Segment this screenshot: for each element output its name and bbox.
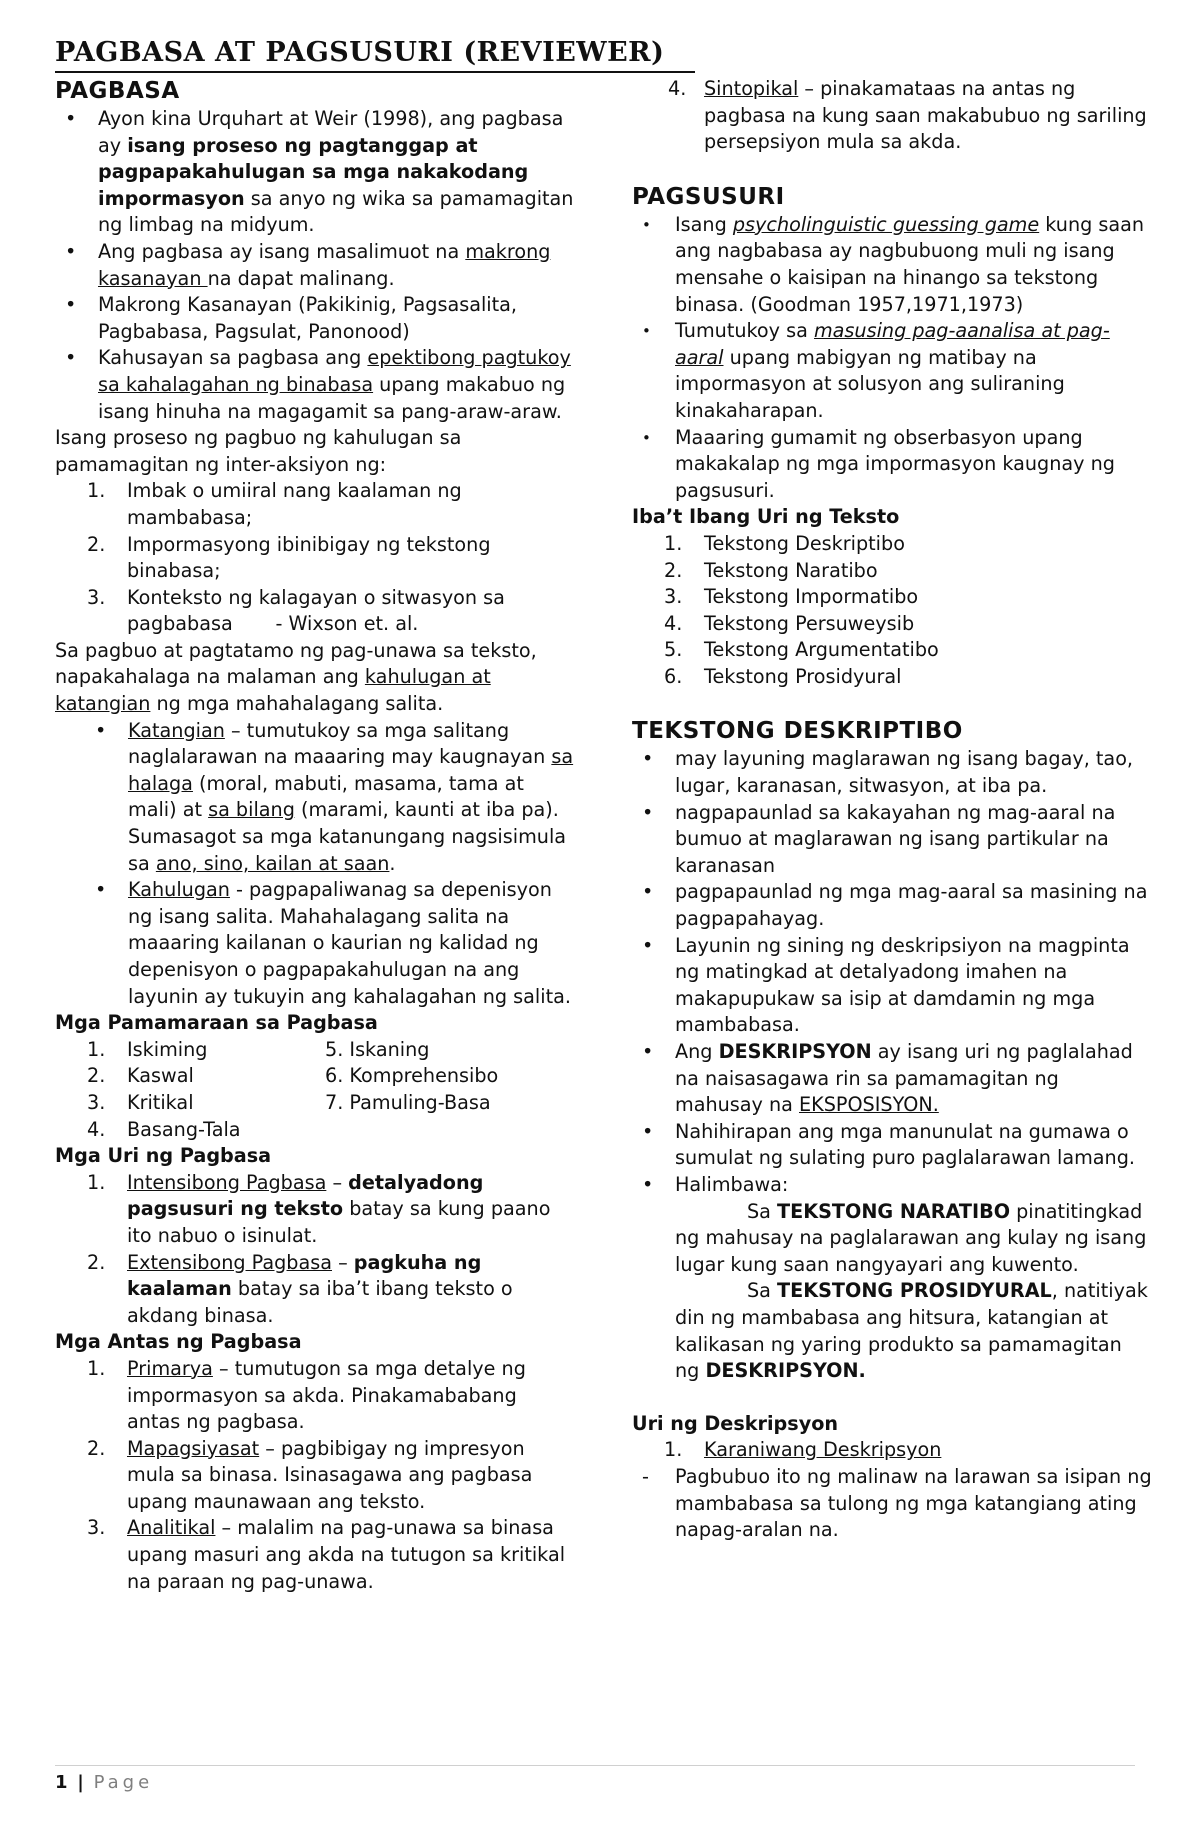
bullet-item: • Isang psycholinguistic guessing game kung saan ang nagbabasa ay nagbubuong muli ng isang mensahe o kaisipan na hinango sa tekstong binasa. (Goodman 1957,1971,1973) bbox=[632, 212, 1152, 318]
dash-item: - Pagbubuo ito ng malinaw na larawan sa isipan ng mambabasa sa tulong ng mga katangiang ating napag-aralan na. bbox=[632, 1464, 1152, 1544]
example-prosidyural: Sa TEKSTONG PROSIDYURAL, natitiyak din ng mambabasa ang hitsura, katangian at kalikasan ng yaring produkto sa pamamagitan ng DESKRIPSYON. bbox=[675, 1279, 1148, 1383]
bullet-item: • Ang pagbasa ay isang masalimuot na makrong kasanayan na dapat malinang. bbox=[55, 239, 575, 292]
antas-pagbasa-list bbox=[55, 1356, 575, 1595]
bullet-item: • Nahihirapan ang mga manunulat na gumawa o sumulat ng sulating puro paglalarawan lamang. bbox=[632, 1119, 1152, 1172]
spacer bbox=[632, 1385, 1152, 1411]
section-heading-deskriptibo: TEKSTONG DESKRIPTIBO bbox=[632, 718, 963, 745]
bullet-item: • nagpapaunlad sa kakayahan ng mag-aaral na bumuo at maglarawan ng isang partikular na karanasan bbox=[632, 800, 1152, 880]
bullet-item: • Makrong Kasanayan (Pakikinig, Pagsasalita, Pagbabasa, Pagsulat, Panonood) bbox=[55, 292, 575, 345]
list-item: 6. Tekstong Prosidyural bbox=[664, 664, 902, 688]
bullet-item: • Maaaring gumamit ng obserbasyon upang makakalap ng mga impormasyon kaugnay ng pagsusuri. bbox=[632, 425, 1152, 505]
uri-teksto-list bbox=[632, 531, 1152, 691]
right-column bbox=[632, 76, 1152, 1544]
section-heading-pagbasa: PAGBASA bbox=[55, 78, 180, 104]
list-item: 1. Intensibong Pagbasa – detalyadong pagsusuri ng teksto batay sa kung paano ito nabuo o isinulat. bbox=[87, 1170, 551, 1247]
interaksiyon-list bbox=[55, 478, 575, 638]
katangian-kahulugan-list bbox=[55, 718, 575, 1011]
bullet-item: • Ayon kina Urquhart at Weir (1998), ang pagbasa ay isang proseso ng pagtanggap at pagpapakahulugan sa mga nakakodang impormasyon sa anyo ng wika sa pamamagitan ng limbag na midyum. bbox=[55, 106, 575, 239]
list-item: 1. Iskiming bbox=[87, 1037, 208, 1061]
pagsusuri-bullets bbox=[632, 212, 1152, 505]
paragraph: Isang proseso ng pagbuo ng kahulugan sa pamamagitan ng inter-aksiyon ng: bbox=[55, 426, 462, 476]
list-item: 4. Sintopikal – pinakamataas na antas ng pagbasa na kung saan makabubuo ng sariling persepsiyon mula sa akda. bbox=[668, 77, 1147, 154]
example-naratibo: Sa TEKSTONG NARATIBO pinatitingkad ng mahusay na paglalarawan ang kulay ng isang lugar kung saan nangyayari ang kuwento. bbox=[675, 1199, 1147, 1276]
bullet-item: • Ang DESKRIPSYON ay isang uri ng paglalahad na naisasagawa rin sa pamamagitan ng mahusay na EKSPOSISYON. bbox=[632, 1039, 1152, 1119]
list-item: 1. Tekstong Deskriptibo bbox=[664, 531, 905, 555]
uri-pagbasa-list bbox=[55, 1170, 575, 1330]
uri-deskripsyon-list bbox=[632, 1437, 1152, 1464]
list-item: 1. Primarya – tumutugon sa mga detalye ng impormasyon sa akda. Pinakamababang antas ng pagbasa. bbox=[87, 1356, 526, 1434]
paragraph: Sa pagbuo at pagtatamo ng pag-unawa sa teksto, napakahalaga na malaman ang kahulugan at katangian ng mga mahahalagang salita. bbox=[55, 638, 537, 716]
bullet-item: • Kahusayan sa pagbasa ang epektibong pagtukoy sa kahalagahan ng binabasa upang makabuo ng isang hinuha na magagamit sa pang-araw-araw. bbox=[55, 345, 575, 425]
page-separator: | bbox=[77, 1772, 84, 1793]
list-item: 2. Kaswal bbox=[87, 1064, 194, 1088]
antas-pagbasa-list-continued bbox=[632, 76, 1152, 156]
list-item: 3. Konteksto ng kalagayan o sitwasyon sa pagbabasa - Wixson et. al. bbox=[87, 585, 512, 636]
bullet-item: • may layuning maglarawan ng isang bagay, tao, lugar, karanasan, sitwasyon, at iba pa. bbox=[632, 746, 1152, 799]
list-item: 3. Analitikal – malalim na pag-unawa sa binasa upang masuri ang akda na tutugon sa kritikal na paraan ng pag-unawa. bbox=[87, 1516, 566, 1593]
pamamaraan-grid bbox=[55, 1037, 575, 1143]
bullet-item: • Tumutukoy sa masusing pag-aanalisa at pag-aaral upang mabigyan ng matibay na impormasyon at solusyon ang suliraning kinakaharapan. bbox=[632, 318, 1152, 424]
list-item: 2. Tekstong Naratibo bbox=[664, 558, 878, 582]
list-item: 2. Mapagsiyasat – pagbibigay ng impresyon mula sa binasa. Isinasagawa ang pagbasa upang maunawaan ang teksto. bbox=[87, 1436, 533, 1513]
subheading-uri-teksto: Iba’t Ibang Uri ng Teksto bbox=[632, 505, 900, 529]
pamamaraan-list-col2 bbox=[325, 1037, 575, 1143]
subheading-uri-pagbasa: Mga Uri ng Pagbasa bbox=[55, 1144, 272, 1168]
list-item: 3. Kritikal bbox=[87, 1090, 194, 1114]
left-column bbox=[55, 76, 575, 1595]
list-item: 4. Tekstong Persuweysib bbox=[664, 611, 915, 635]
bullet-item: • Halimbawa: Sa TEKSTONG NARATIBO pinatitingkad ng mahusay na paglalarawan ang kulay ng isang lugar kung saan nangyayari ang kuwento. Sa TEKSTONG PROSIDYURAL, natitiyak din ng mambabasa ang hitsura, katangian at kalikasan ng yaring produkto sa pamamagitan ng DESKRIPSYON. bbox=[632, 1172, 1152, 1385]
bullet-item: • Layunin ng sining ng deskripsiyon na magpinta ng matingkad at detalyadong imahen na makapupukaw sa isip at damdamin ng mga mambabasa. bbox=[632, 933, 1152, 1039]
list-item: 4. Basang-Tala bbox=[87, 1117, 241, 1141]
spacer bbox=[632, 156, 1152, 182]
page-label: Page bbox=[93, 1772, 154, 1793]
list-item: 2. Extensibong Pagbasa – pagkuha ng kaalaman batay sa iba’t ibang teksto o akdang binasa. bbox=[87, 1250, 513, 1327]
list-item: 1. Imbak o umiiral nang kaalaman ng mambabasa; bbox=[87, 479, 462, 529]
uri-deskripsyon-detail bbox=[632, 1464, 1152, 1544]
list-item: 1. Karaniwang Deskripsyon bbox=[664, 1438, 942, 1462]
bullet-item-katangian: • Katangian – tumutukoy sa mga salitang naglalarawan na maaaring may kaugnayan sa halaga (moral, mabuti, masama, tama at mali) at sa bilang (marami, kaunti at iba pa). Sumasagot sa mga katanungang nagsisimula sa ano, sino, kailan at saan. bbox=[55, 718, 575, 878]
page-number: 1 bbox=[55, 1772, 68, 1793]
list-item: 3. Tekstong Impormatibo bbox=[664, 585, 919, 609]
page-footer bbox=[55, 1765, 1135, 1793]
section-heading-pagsusuri: PAGSUSURI bbox=[632, 183, 785, 210]
list-item: 2. Impormasyong ibinibigay ng tekstong binabasa; bbox=[87, 532, 491, 583]
subheading-uri-deskripsyon: Uri ng Deskripsyon bbox=[632, 1411, 839, 1435]
pamamaraan-list-col1 bbox=[55, 1037, 325, 1143]
deskriptibo-bullets bbox=[632, 746, 1152, 1384]
bullet-item-kahulugan: • Kahulugan - pagpapaliwanag sa depenisyon ng isang salita. Mahahalagang salita na maaaring kailanan o kaurian ng kalidad ng depenisyon o pagpapakahulugan na ang layunin ay tukuyin ang kahalagahan ng salita. bbox=[55, 877, 575, 1010]
spacer bbox=[632, 690, 1152, 716]
subheading-antas-pagbasa: Mga Antas ng Pagbasa bbox=[55, 1330, 302, 1354]
subheading-pamamaraan: Mga Pamamaraan sa Pagbasa bbox=[55, 1011, 378, 1035]
document-title: PAGBASA AT PAGSUSURI (REVIEWER) bbox=[55, 36, 695, 73]
list-item: 7. Pamuling-Basa bbox=[325, 1090, 491, 1114]
list-item: 5. Iskaning bbox=[325, 1037, 430, 1061]
pagbasa-bullets bbox=[55, 106, 575, 425]
bullet-item: • pagpapaunlad ng mga mag-aaral sa masining na pagpapahayag. bbox=[632, 879, 1152, 932]
list-item: 5. Tekstong Argumentatibo bbox=[664, 638, 939, 662]
list-item: 6. Komprehensibo bbox=[325, 1064, 499, 1088]
